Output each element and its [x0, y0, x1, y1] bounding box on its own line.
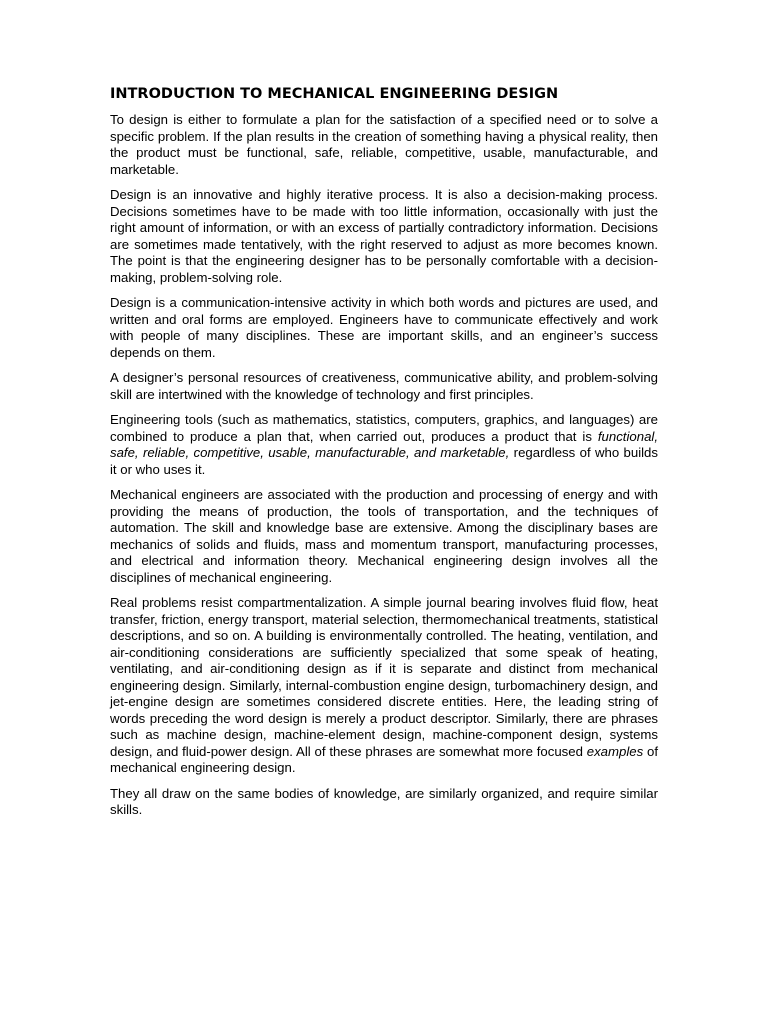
paragraph-3: Design is a communication-intensive activity in which both words and pictures are used, and written and oral forms are employed. Engineers have to communicate effectively and work with people of many disciplines. These are important skills, and an engineer’s success depends on them.	[110, 295, 658, 360]
paragraph-5-italic: functional, safe, reliable, competitive, usable, manufacturable, and marketable,	[110, 428, 658, 460]
paragraph-5-start: Engineering tools (such as mathematics, statistics, computers, graphics, and languages) are combined to produce a plan that, when carried out, produces a product that is	[110, 412, 658, 444]
paragraph-2: Design is an innovative and highly iterative process. It is also a decision-making process. Decisions sometimes have to be made with too little information, occasionally with just the right amount of information, or with an excess of partially contradictory information. Decisions are sometimes made tentatively, with the right reserved to adjust as more becomes known. The point is that the engineering designer has to be personally comfortable with a decision-making, problem-solving role.	[110, 187, 658, 285]
paragraph-1: To design is either to formulate a plan for the satisfaction of a specified need or to solve a specific problem. If the plan results in the creation of something having a physical reality, then the product must be functional, safe, reliable, competitive, usable, manufacturable, and marketable.	[110, 112, 658, 177]
paragraph-7-end: of mechanical engineering design.	[110, 743, 658, 775]
document-title: INTRODUCTION TO MECHANICAL ENGINEERING DESIGN	[110, 86, 559, 102]
paragraph-7-start: Real problems resist compartmentalization. A simple journal bearing involves fluid flow, heat transfer, friction, energy transport, material selection, thermomechanical treatments, statistical descriptions, and so on. A building is environmentally controlled. The heating, ventilation, and air-conditioning considerations are sufficiently specialized that some speak of heating, ventilating, and air-conditioning design as if it is separate and distinct from mechanical engineering design. Similarly, internal-combustion engine design, turbomachinery design, and jet-engine design are sometimes considered discrete entities. Here, the leading string of words preceding the word design is merely a product descriptor. Similarly, there are phrases such as machine design, machine-element design, machine-component design, systems design, and fluid-power design. All of these phrases are somewhat more focused	[110, 595, 658, 759]
paragraph-5	[110, 412, 658, 478]
paragraph-7	[110, 595, 658, 777]
paragraph-6: Mechanical engineers are associated with the production and processing of energy and with providing the means of production, the tools of transportation, and the techniques of automation. The skill and knowledge base are extensive. Among the disciplinary bases are mechanics of solids and fluids, mass and momentum transport, manufacturing processes, and electrical and information theory. Mechanical engineering design involves all the disciplines of mechanical engineering.	[110, 487, 658, 585]
paragraph-7-italic: examples	[586, 743, 644, 759]
paragraph-8: They all draw on the same bodies of knowledge, are similarly organized, and require similar skills.	[110, 785, 658, 817]
paragraph-5-end: regardless of who builds it or who uses it.	[110, 445, 658, 477]
paragraph-4: A designer’s personal resources of creativeness, communicative ability, and problem-solving skill are intertwined with the knowledge of technology and first principles.	[110, 370, 658, 402]
document-page	[110, 86, 658, 828]
